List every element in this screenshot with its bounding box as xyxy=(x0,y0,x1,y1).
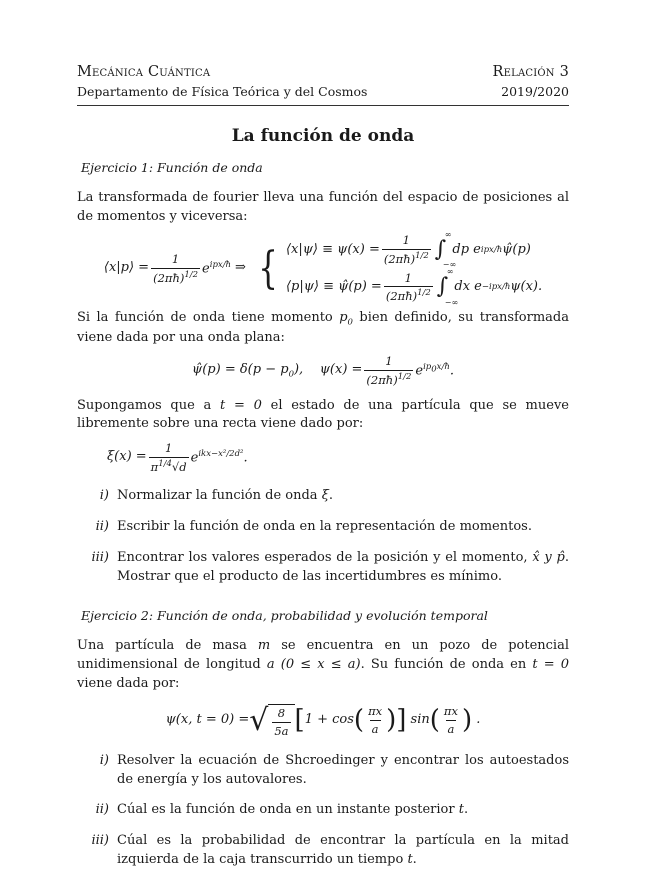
fourier-equation: ⟨x|p⟩ = $\frac{1}{(2\pi ħ)^{1/2}}$ $e^{ipx/ħ}$ ⇒ { ⟨x|ψ⟩ ≡ ψ(x) = $\frac{1}{(2\pi ħ)^{1/2}}$ ∫ ∞ −∞ dp e ipx/ħ ψ̂(p) ⟨p|ψ⟩ ≡ ψ̂(p) = $\frac{1}{(2\pi ħ)^{1/2}}$ ∫ ∞ −∞ dx e −ipx/ħ ψ(x). xyxy=(103,230,543,307)
course-title: Mecánica Cuántica xyxy=(77,64,211,80)
gaussian-text xyxy=(77,397,569,435)
time-zero: t = 0 xyxy=(220,397,262,413)
exercise-1-intro: La transformada de fourier lleva una función del espacio de posiciones al de momentos y viceversa: xyxy=(77,189,569,224)
sheet-title: Relación 3 xyxy=(492,64,569,80)
gaussian-equation: ξ(x) = $\frac{1}{\pi^{1/4}√d}$ $e^{ikx-x^2/2d^2}$. xyxy=(107,441,248,474)
plane-wave-text-b: bien definido, su transformada viene dada por una onda plana: xyxy=(77,309,569,345)
list-item: iii) Cúal es la probabilidad de encontrar la partícula en la mitad izquierda de la caja transcurrido un tiempo t. xyxy=(91,833,569,868)
header-row-1 xyxy=(77,62,569,83)
document-page xyxy=(77,62,569,870)
exercise-2-heading: Ejercicio 2: Función de onda, probabilidad y evolución temporal xyxy=(81,607,488,623)
page-title: La función de onda xyxy=(231,126,415,147)
exercise-2-items xyxy=(77,752,569,870)
momentum-symbol: $p_0$ xyxy=(339,309,353,328)
plane-wave-equation: ψ̂(p) = $\delta(p - p_0)$, ψ(x) = $\frac{1}{(2\pi ħ)^{1/2}}$ $e^{ip_0x/ħ}$. xyxy=(192,354,454,387)
list-item: ii) Escribir la función de onda en la representación de momentos. xyxy=(95,519,532,535)
initial-wavefunction-equation: ψ(x, t = 0) = √ $\frac{8}{5a}$ [ 1 + cos ( $\frac{\pi x}{a}$ ) ] sin ( $\frac{\pi x}{a}$ ) . xyxy=(165,702,481,739)
plane-wave-text-a: Si la función de onda tiene momento xyxy=(77,309,333,325)
gaussian-text-a: Supongamos que a xyxy=(77,397,212,413)
plane-wave-text xyxy=(77,309,569,348)
academic-year: 2019/2020 xyxy=(501,84,569,100)
exercise-1-items xyxy=(77,487,569,586)
list-item: ii) Cúal es la función de onda en un instante posterior t. xyxy=(95,802,469,818)
header-row-2 xyxy=(77,83,569,101)
gaussian-text-b: el estado de una partícula que se mueve libremente sobre una recta viene dado por: xyxy=(77,397,569,432)
exercise-1-heading: Ejercicio 1: Función de onda xyxy=(81,159,263,175)
department: Departamento de Física Teórica y del Cosmos xyxy=(77,84,368,100)
list-item: i) Normalizar la función de onda ξ. xyxy=(99,488,333,504)
header-rule xyxy=(77,105,569,106)
list-item: iii) Encontrar los valores esperados de la posición y el momento, x̂ y p̂. Mostrar que el producto de las incertidumbres es mínimo. xyxy=(91,550,569,584)
list-item: i) Resolver la ecuación de Shcroedinger y encontrar los autoestados de energía y los autovalores. xyxy=(99,752,569,787)
exercise-2-intro: Una partícula de masa m se encuentra en un pozo de potencial unidimensional de longitud a (0 ≤ x ≤ a). Su función de onda en t = 0 viene dada por: xyxy=(77,637,570,691)
